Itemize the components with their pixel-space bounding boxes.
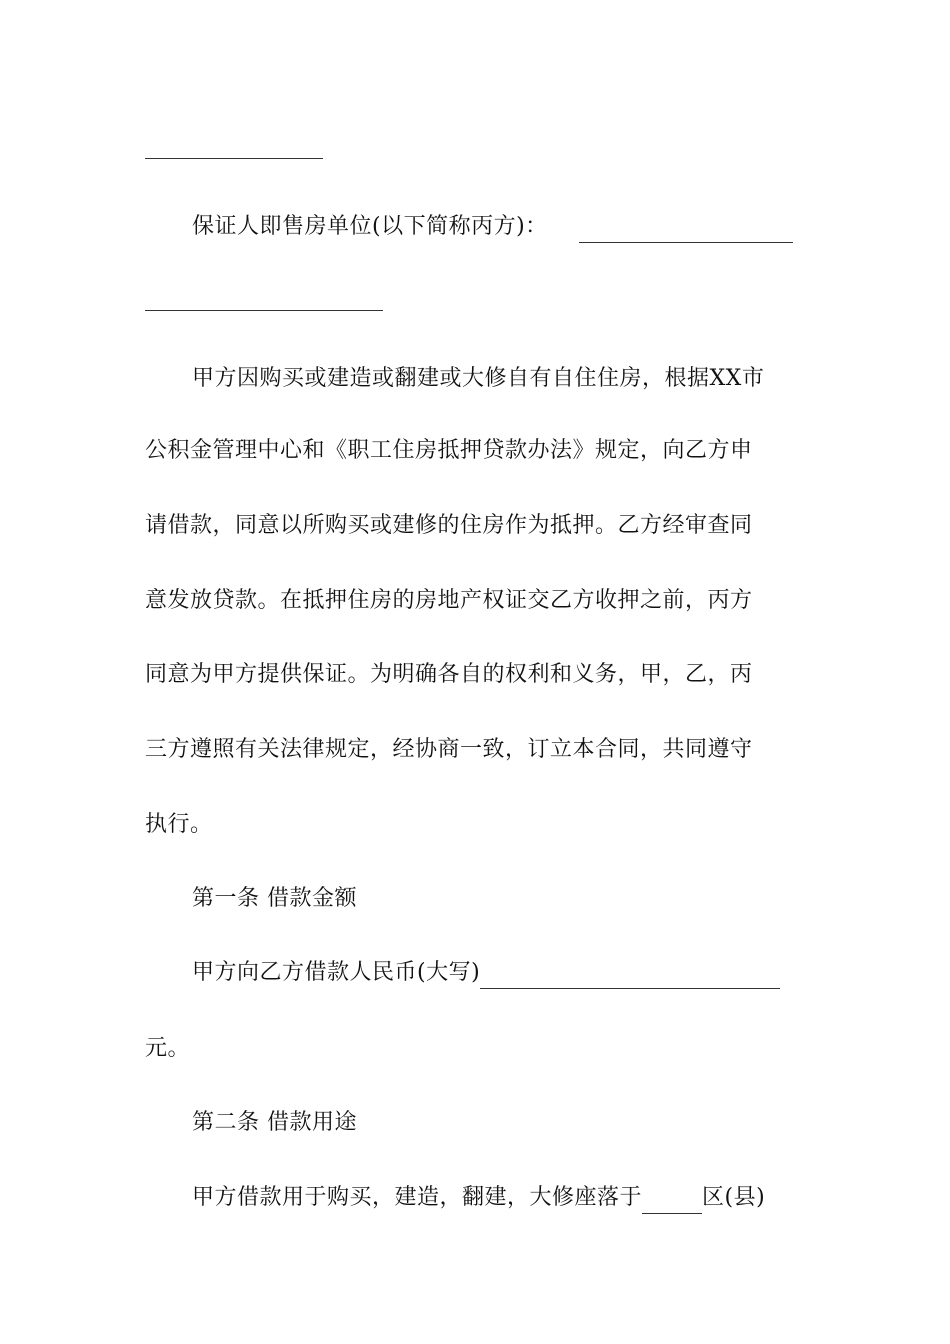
article-1-title: 第一条 借款金额 (192, 886, 357, 911)
article-1-unit: 元。 (145, 1036, 191, 1061)
guarantor-blank-1 (579, 212, 793, 243)
preamble-line-6: 三方遵照有关法律规定，经协商一致，订立本合同，共同遵守 (145, 737, 753, 762)
district-label: 区(县) (702, 1185, 766, 1210)
preamble-line-5: 同意为甲方提供保证。为明确各自的权利和义务，甲，乙，丙 (145, 662, 753, 687)
blank-rule-top (145, 158, 323, 159)
preamble-line-1: 甲方因购买或建造或翻建或大修自有自住住房，根据XX市 (192, 366, 765, 391)
district-blank (642, 1183, 702, 1214)
preamble-line-2: 公积金管理中心和《职工住房抵押贷款办法》规定，向乙方申 (145, 438, 753, 463)
preamble-line-4: 意发放贷款。在抵押住房的房地产权证交乙方收押之前，丙方 (145, 588, 753, 613)
article-1-amount-label: 甲方向乙方借款人民币(大写) (192, 960, 481, 985)
guarantor-line (145, 212, 857, 243)
preamble-line-7: 执行。 (145, 812, 213, 837)
amount-blank (480, 958, 780, 989)
guarantor-label: 保证人即售房单位(以下简称丙方)： (192, 214, 548, 239)
guarantor-blank-2 (145, 310, 383, 311)
article-1-amount-line (145, 958, 857, 989)
article-2-purpose-line (145, 1183, 857, 1214)
article-2-title: 第二条 借款用途 (192, 1110, 357, 1135)
article-2-purpose-text: 甲方借款用于购买，建造，翻建，大修座落于 (192, 1185, 643, 1210)
preamble-line-3: 请借款，同意以所购买或建修的住房作为抵押。乙方经审查同 (145, 513, 753, 538)
